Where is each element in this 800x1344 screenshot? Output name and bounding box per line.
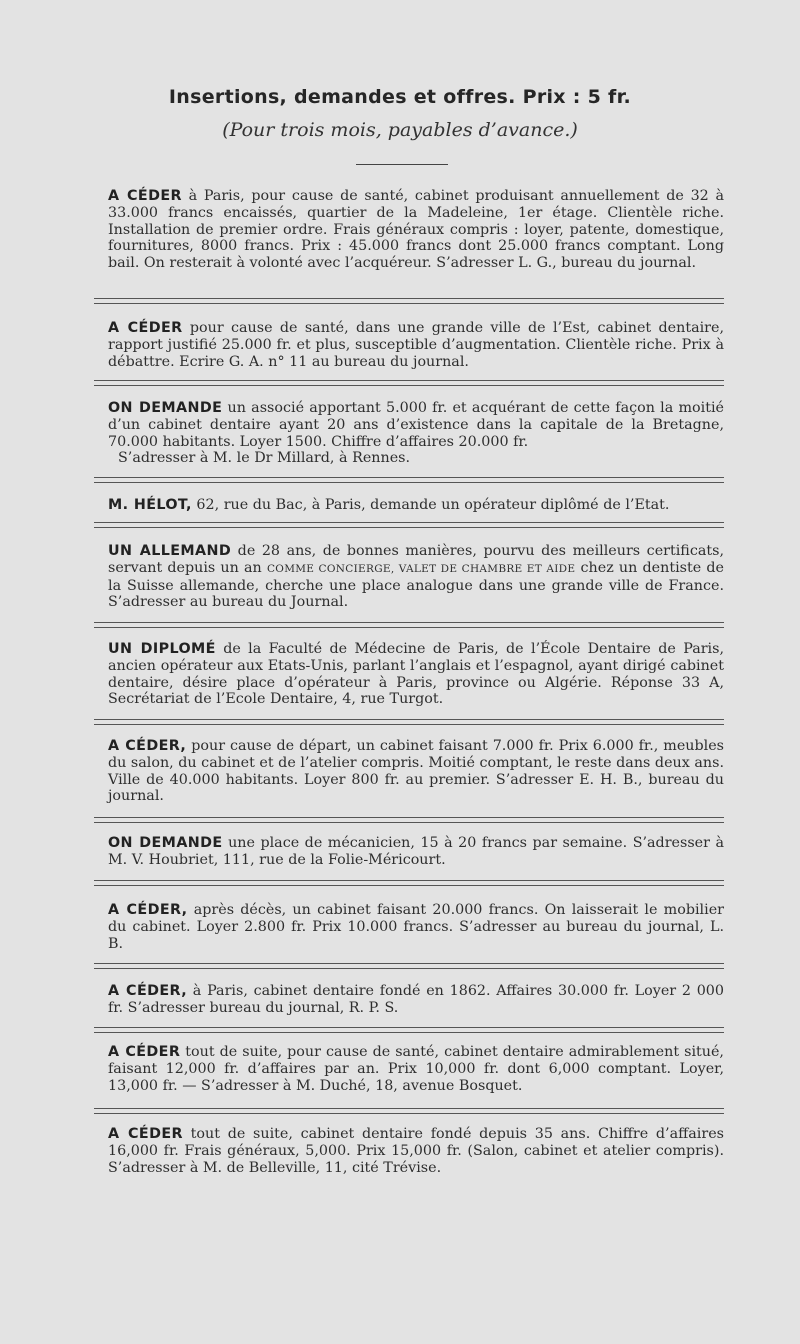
ad-heading: UN ALLEMAND <box>108 543 232 559</box>
classified-ad <box>108 983 724 1017</box>
ad-text: une place de mécanicien, 15 à 20 francs par semaine. S’adresser à M. V. Houbriet, 111, rue de la Folie-Méricourt. <box>108 835 724 868</box>
ad-heading: M. HÉLOT, <box>108 497 192 513</box>
separator-rule <box>94 622 724 628</box>
ad-heading: A CÉDER <box>108 1044 181 1060</box>
classified-ad <box>108 641 724 708</box>
ad-heading: A CÉDER, <box>108 983 188 999</box>
classified-ad <box>108 400 724 467</box>
ad-text: de 28 ans, de bonnes manières, pourvu des meilleurs certificats, servant depuis un an <box>108 543 724 576</box>
ad-heading: ON DEMANDE <box>108 400 223 416</box>
ad-heading: A CÉDER, <box>108 902 188 918</box>
ad-heading: UN DIPLOMÉ <box>108 641 216 657</box>
separator-rule <box>94 817 724 823</box>
page-title: Insertions, demandes et offres. Prix : 5 fr. <box>168 86 632 108</box>
ad-text: de la Faculté de Médecine de Paris, de l’École Dentaire de Paris, ancien opérateur aux Etats-Unis, parlant l’anglais et l’espagnol, ayant dirigé cabinet dentaire, désire place d’opérateur à Paris, province ou Algérie. Réponse 33 A, Secrétariat de l’Ecole Dentaire, 4, rue Turgot. <box>108 641 725 708</box>
classified-ad <box>108 902 724 952</box>
ad-text-tail: S’adresser à M. le Dr Millard, à Rennes. <box>118 450 411 467</box>
classified-ad <box>108 320 724 370</box>
ad-text: tout de suite, cabinet dentaire fondé depuis 35 ans. Chiffre d’affaires 16,000 fr. Frais généraux, 5,000. Prix 15,000 fr. (Salon, cabinet et atelier compris). S’adresser à M. de Belleville, 11, cité Trévise. <box>108 1126 725 1176</box>
classified-ad <box>108 497 724 514</box>
ad-text: pour cause de santé, dans une grande ville de l’Est, cabinet dentaire, rapport justifié 25.000 fr. et plus, susceptible d’augmentation. Clientèle riche. Prix à débattre. Ecrire G. A. n° 11 au bureau du journal. <box>108 320 725 370</box>
ad-text: à Paris, pour cause de santé, cabinet produisant annuellement de 32 à 33.000 francs encaissés, quartier de la Madeleine, 1er étage. Clientèle riche. Installation de premier ordre. Frais généraux compris : loyer, patente, domestique, fournitures, 8000 francs. Prix : 45.000 francs dont 25.000 francs comptant. Long bail. On resterait à volonté avec l’acquéreur. S’adresser L. G., bureau du journal. <box>108 188 724 272</box>
ad-text: un associé apportant 5.000 fr. et acquérant de cette façon la moitié d’un cabinet dentaire ayant 20 ans d’existence dans la capitale de la Bretagne, 70.000 habitants. Loyer 1500. Chiffre d’affaires 20.000 fr. <box>108 400 724 450</box>
separator-rule <box>94 963 724 969</box>
classified-ad <box>108 543 724 611</box>
ad-text: après décès, un cabinet faisant 20.000 francs. On laisserait le mobilier du cabinet. Loyer 2.800 fr. Prix 10.000 francs. S’adresser au bureau du journal, L. B. <box>108 902 724 952</box>
separator-rule <box>94 719 724 725</box>
separator-rule <box>94 380 724 386</box>
ad-heading: A CÉDER <box>108 320 183 336</box>
ad-text: à Paris, cabinet dentaire fondé en 1862. Affaires 30.000 fr. Loyer 2 000 fr. S’adresser bureau du journal, R. P. S. <box>108 983 724 1016</box>
ad-text: pour cause de départ, un cabinet faisant 7.000 fr. Prix 6.000 fr., meubles du salon, du cabinet et de l’atelier compris. Moitié comptant, le reste dans deux ans. Ville de 40.000 habitants. Loyer 800 fr. au premier. S’adresser E. H. B., bureau du journal. <box>108 738 725 805</box>
classified-ad <box>108 188 724 272</box>
classified-ad <box>108 835 724 869</box>
ad-heading: A CÉDER, <box>108 738 187 754</box>
classified-ad <box>108 1126 724 1176</box>
ad-heading: ON DEMANDE <box>108 835 223 851</box>
separator-rule <box>94 522 724 528</box>
ad-text: 62, rue du Bac, à Paris, demande un opérateur diplômé de l’Etat. <box>191 497 670 513</box>
page-subtitle: (Pour trois mois, payables d’avance.) <box>222 119 578 141</box>
ad-heading: A CÉDER <box>108 188 182 204</box>
classified-ad <box>108 738 724 805</box>
ad-text: tout de suite, pour cause de santé, cabinet dentaire admirablement situé, faisant 12,000 fr. d’affaires par an. Prix 10,000 fr. dont 6,000 comptant. Loyer, 13,000 fr. — S’adresser à M. Duché, 18, avenue Bosquet. <box>108 1044 724 1094</box>
title-rule <box>356 164 448 165</box>
ad-text: chez un dentiste de la Suisse allemande, cherche une place analogue dans une grande ville de France. S’adresser au bureau du Journal. <box>108 559 725 611</box>
separator-rule <box>94 298 724 304</box>
separator-rule <box>94 477 724 483</box>
separator-rule <box>94 1108 724 1114</box>
ad-heading: A CÉDER <box>108 1126 183 1142</box>
separator-rule <box>94 880 724 886</box>
separator-rule <box>94 1027 724 1033</box>
classified-ad <box>108 1044 724 1094</box>
ad-text-smallcaps: COMME CONCIERGE, VALET DE CHAMBRE ET AIDE <box>266 562 576 575</box>
